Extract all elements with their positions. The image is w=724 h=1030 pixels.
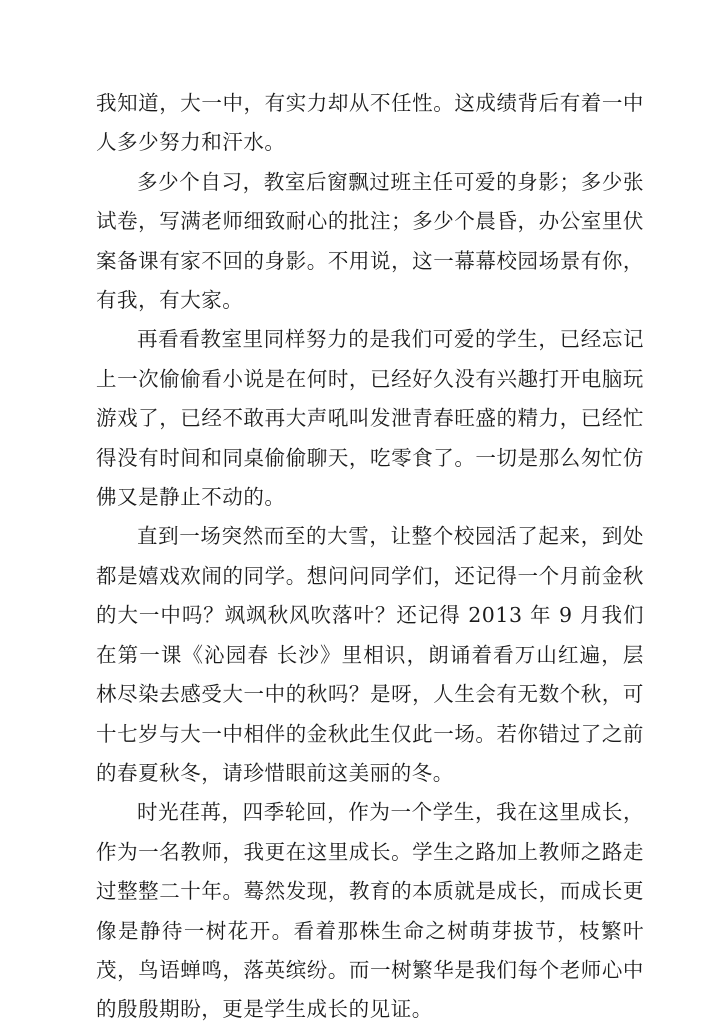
paragraph-2: 多少个自习，教室后窗飘过班主任可爱的身影；多少张试卷，写满老师细致耐心的批注；多少个晨昏，办公室里伏案备课有家不回的身影。不用说，这一幕幕校园场景有你，有我，有大家。 [96,169,644,313]
paragraph-5: 时光荏苒，四季轮回，作为一个学生，我在这里成长，作为一名教师，我更在这里成长。学生之路加上教师之路走过整整二十年。蓦然发现，教育的本质就是成长，而成长更像是静待一树花开。看着那株生命之树萌芽拔节，枝繁叶茂，鸟语蝉鸣，落英缤纷。而一树繁华是我们每个老师心中的殷殷期盼，更是学生成长的见证。 [96,800,644,1022]
paragraph-4: 直到一场突然而至的大雪，让整个校园活了起来，到处都是嬉戏欢闹的同学。想问问同学们，还记得一个月前金秋的大一中吗？飒飒秋风吹落叶？还记得 2013 年 9 月我们在第一课《沁园春 长沙》里相识，朗诵着看万山红遍，层林尽染去感受大一中的秋吗？是呀，人生会有无数个秋，可十七岁与大一中相伴的金秋此生仅此一场。若你错过了之前的春夏秋冬，请珍惜眼前这美丽的冬。 [96,524,644,785]
paragraph-1: 我知道，大一中，有实力却从不任性。这成绩背后有着一中人多少努力和汗水。 [96,91,644,155]
document-page [96,84,644,1030]
paragraph-3: 再看看教室里同样努力的是我们可爱的学生，已经忘记上一次偷偷看小说是在何时，已经好久没有兴趣打开电脑玩游戏了，已经不敢再大声吼叫发泄青春旺盛的精力，已经忙得没有时间和同桌偷偷聊天，吃零食了。一切是那么匆忙仿佛又是静止不动的。 [96,327,644,510]
